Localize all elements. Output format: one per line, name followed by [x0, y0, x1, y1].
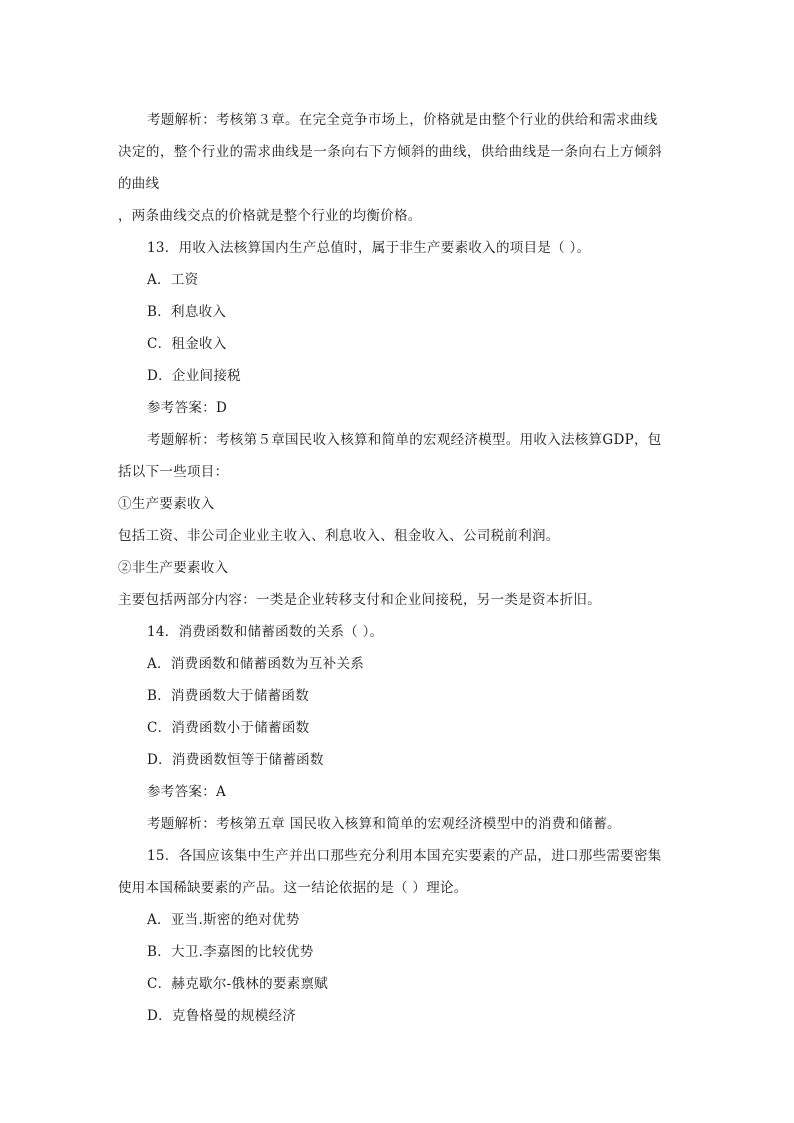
q13-item-1-title: ①生产要素收入	[118, 496, 215, 512]
q12-analysis-line-1: 考题解析：考核第３章。在完全竞争市场上，价格就是由整个行业的供给和需求曲线	[147, 112, 658, 128]
q12-analysis-line-3: 的曲线	[118, 176, 160, 192]
q12-analysis-line-4: ，两条曲线交点的价格就是整个行业的均衡价格。	[118, 208, 422, 224]
q15-option-a: A．亚当.斯密的绝对优势	[147, 912, 300, 928]
q15-option-c: C．赫克歇尔-俄林的要素禀赋	[147, 976, 329, 992]
q15-stem-line-2: 使用本国稀缺要素的产品。这一结论依据的是（ ）理论。	[118, 880, 468, 896]
q13-option-c: C．租金收入	[147, 336, 227, 352]
q14-option-d: D．消费函数恒等于储蓄函数	[147, 752, 324, 768]
q13-item-1-body: 包括工资、非公司企业业主收入、利息收入、租金收入、公司税前利润。	[118, 528, 560, 544]
q13-option-b: B．利息收入	[147, 304, 227, 320]
q12-analysis-line-2: 决定的，整个行业的需求曲线是一条向右下方倾斜的曲线，供给曲线是一条向右上方倾斜	[118, 144, 662, 160]
q14-option-b: B．消费函数大于储蓄函数	[147, 688, 310, 704]
q14-answer: 参考答案：A	[147, 784, 227, 800]
q14-analysis: 考题解析：考核第五章 国民收入核算和简单的宏观经济模型中的消费和储蓄。	[147, 816, 621, 832]
q14-option-a: A．消费函数和储蓄函数为互补关系	[147, 656, 365, 672]
q15-option-d: D．克鲁格曼的规模经济	[147, 1008, 297, 1024]
q13-analysis-line-1: 考题解析：考核第５章国民收入核算和简单的宏观经济模型。用收入法核算GDP，包	[147, 432, 662, 448]
q15-stem-line-1: 15．各国应该集中生产并出口那些充分利用本国充实要素的产品，进口那些需要密集	[147, 848, 662, 864]
q13-item-2-title: ②非生产要素收入	[118, 560, 229, 576]
q15-option-b: B．大卫.李嘉图的比较优势	[147, 944, 314, 960]
q13-answer: 参考答案：D	[147, 400, 228, 416]
q14-stem: 14．消费函数和储蓄函数的关系（ ）。	[147, 624, 384, 640]
q13-analysis-line-2: 括以下一些项目：	[118, 464, 229, 480]
q14-option-c: C．消费函数小于储蓄函数	[147, 720, 310, 736]
q13-item-2-body: 主要包括两部分内容：一类是企业转移支付和企业间接税，另一类是资本折旧。	[118, 592, 601, 608]
q13-stem: 13．用收入法核算国内生产总值时，属于非生产要素收入的项目是（ ）。	[147, 240, 591, 256]
q13-option-d: D．企业间接税	[147, 368, 241, 384]
q13-option-a: A．工资	[147, 272, 199, 288]
